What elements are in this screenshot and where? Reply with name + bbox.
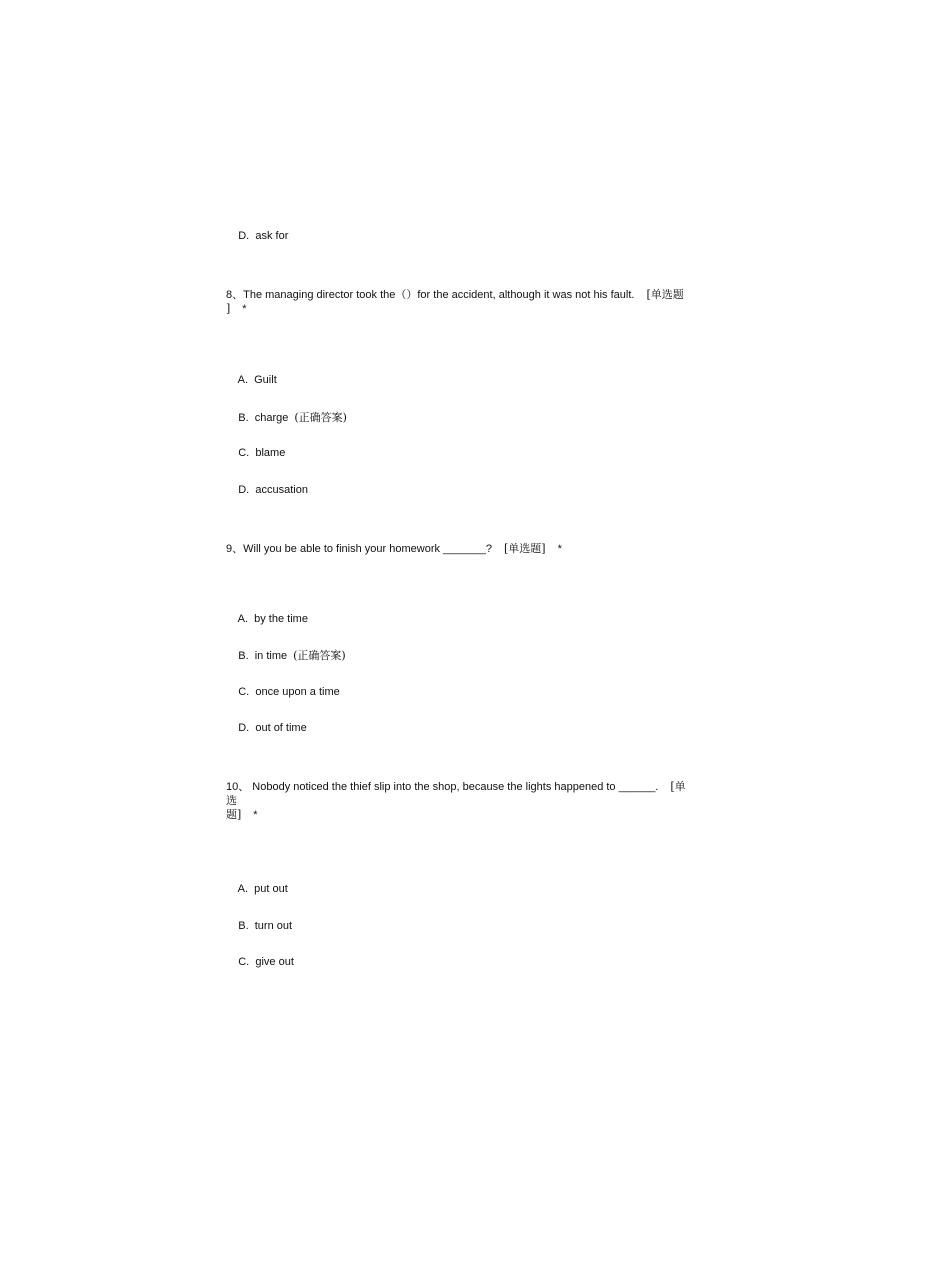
question-10-required-mark: * [253, 809, 258, 821]
option-label: C. blame [238, 447, 286, 459]
question-8-option-d[interactable] [226, 468, 308, 513]
question-9-option-d[interactable] [226, 706, 307, 751]
option-label: D. ask for [238, 230, 289, 242]
option-label: B. in time [238, 650, 288, 662]
question-10-type-tag: [单 [670, 780, 686, 793]
question-9-text: 9、Will you be able to finish your homework _______? [226, 543, 492, 555]
question-8-type-tag-close: ] [226, 302, 231, 315]
option-label: B. turn out [238, 920, 293, 932]
option-label: C. give out [238, 956, 294, 968]
option-label: A. Guilt [237, 374, 277, 386]
question-8-required-mark: * [242, 303, 247, 315]
option-label: A. by the time [237, 613, 308, 625]
question-10-text: 10、 Nobody noticed the thief slip into the shop, because the lights happened to ______. [226, 781, 659, 793]
question-10-type-tag-close: 题] [226, 808, 242, 821]
option-label: A. put out [237, 883, 288, 895]
question-8-type-tag: [单选题 [646, 288, 684, 301]
correct-answer-note: (正确答案) [294, 411, 347, 424]
correct-answer-note: (正确答案) [293, 649, 346, 662]
question-9-stem [226, 542, 726, 556]
prev-question-option-d[interactable] [226, 214, 288, 259]
question-9-type-tag: [单选题] [503, 542, 546, 555]
question-9-required-mark: * [557, 543, 562, 555]
option-label: B. charge [238, 412, 289, 424]
question-10-type-tag-mid: 选 [226, 794, 237, 807]
option-label: D. accusation [238, 484, 308, 496]
option-label: D. out of time [238, 722, 307, 734]
question-8-text: 8、The managing director took the（）for the accident, although it was not his fault. [226, 289, 635, 301]
question-8-stem [226, 288, 726, 316]
question-10-stem [226, 780, 726, 822]
question-10-option-c[interactable] [226, 940, 294, 985]
option-label: C. once upon a time [238, 686, 340, 698]
